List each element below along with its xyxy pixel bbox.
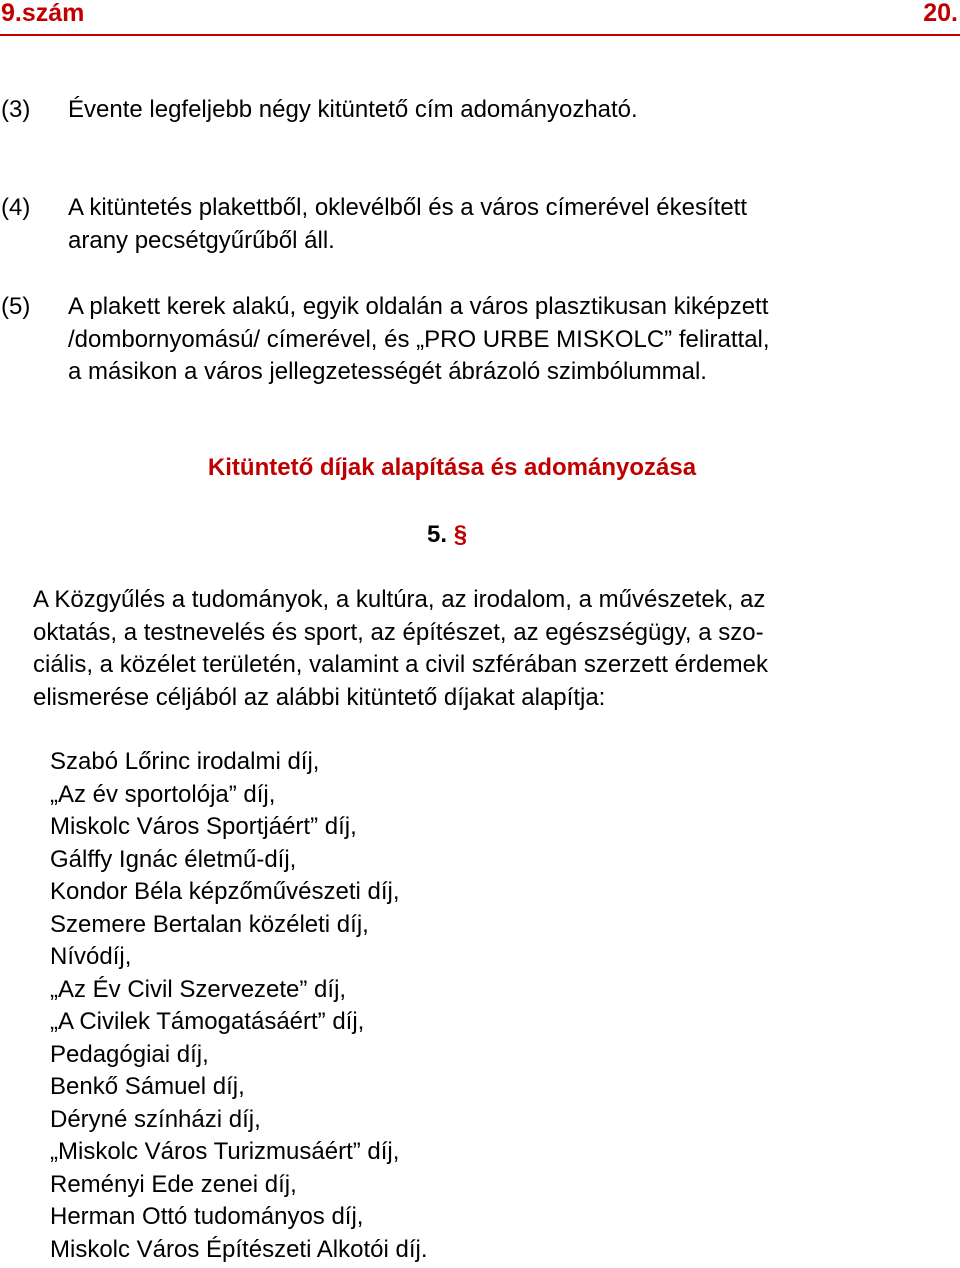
paragraph-text <box>68 94 930 127</box>
paragraph-text <box>68 291 930 389</box>
award-item: Benkő Sámuel díj, <box>50 1073 245 1100</box>
award-list <box>50 746 427 1266</box>
body-line: oktatás, a testnevelés és sport, az építészet, az egészségügy, a szo- <box>33 618 764 646</box>
award-item: Reményi Ede zenei díj, <box>50 1170 297 1198</box>
body-line: A Közgyűlés a tudományok, a kultúra, az irodalom, a művészetek, az <box>33 586 766 613</box>
paragraph-line: /dombornyomású/ címerével, és „PRO URBE MISKOLC” felirattal, <box>68 325 770 353</box>
paragraph-number: (5) <box>1 293 31 320</box>
award-item: „Az Év Civil Szervezete” díj, <box>50 975 347 1003</box>
award-item: Miskolc Város Építészeti Alkotói díj. <box>50 1235 428 1263</box>
paragraph-line: Évente legfeljebb négy kitüntető cím adományozható. <box>68 96 638 123</box>
paragraph-number: (4) <box>1 194 31 221</box>
award-item: Herman Ottó tudományos díj, <box>50 1203 364 1230</box>
award-item: Szemere Bertalan közéleti díj, <box>50 910 369 938</box>
page-number: 20. <box>923 0 958 27</box>
award-item: Déryné színházi díj, <box>50 1105 261 1133</box>
award-item: Szabó Lőrinc irodalmi díj, <box>50 748 320 775</box>
award-item: Nívódíj, <box>50 943 132 970</box>
paragraph-line: A plakett kerek alakú, egyik oldalán a város plasztikusan kiképzett <box>68 293 769 320</box>
section-number: 5. <box>427 521 448 548</box>
section-body <box>33 584 913 714</box>
award-item: Gálffy Ignác életmű-díj, <box>50 845 297 873</box>
award-item: Kondor Béla képzőművészeti díj, <box>50 878 400 905</box>
award-item: „A Civilek Támogatásáért” díj, <box>50 1008 365 1035</box>
header-rule <box>0 34 960 36</box>
section-title: Kitüntető díjak alapítása és adományozása <box>207 454 697 481</box>
section-mark: § <box>453 521 468 548</box>
award-item: „Miskolc Város Turizmusáért” díj, <box>50 1138 400 1165</box>
award-item: „Az év sportolója” díj, <box>50 780 276 808</box>
paragraph-line: A kitüntetés plakettből, oklevélből és a város címerével ékesített <box>68 194 748 221</box>
paragraph-text <box>68 192 930 257</box>
paragraph-number: (3) <box>1 96 31 123</box>
award-item: Pedagógiai díj, <box>50 1040 209 1068</box>
body-line: elismerése céljából az alábbi kitüntető díjakat alapítja: <box>33 683 606 711</box>
page-header <box>0 0 960 36</box>
award-item: Miskolc Város Sportjáért” díj, <box>50 813 357 840</box>
paragraph-line: a másikon a város jellegzetességét ábrázoló szimbólummal. <box>68 358 707 385</box>
section-heading <box>427 521 467 549</box>
paragraph-line: arany pecsétgyűrűből áll. <box>68 226 335 254</box>
issue-number: 9.szám <box>1 0 85 27</box>
body-line: ciális, a közélet területén, valamint a civil szférában szerzett érdemek <box>33 651 768 678</box>
